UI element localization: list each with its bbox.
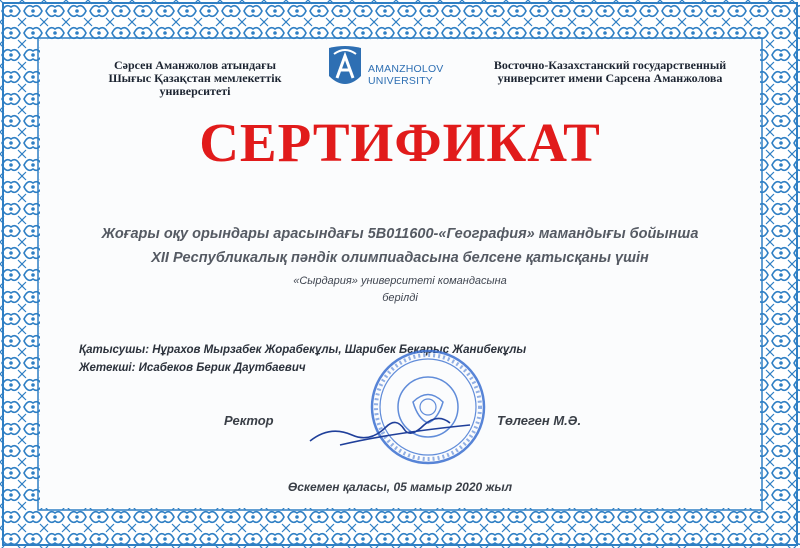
logo-line2: UNIVERSITY: [368, 75, 434, 87]
header-left: [80, 59, 310, 98]
body-line2: XII Республикалық пәндік олимпиадасына белсене қатысқаны үшін: [151, 250, 649, 266]
body-line4: берілді: [382, 292, 418, 304]
header-right-line1: Восточно-Казахстанский государственный: [493, 58, 727, 72]
certificate-title: СЕРТИФИКАТ: [199, 112, 601, 173]
header-left-line2: Шығыс Қазақстан мемлекеттік университеті: [108, 71, 282, 98]
place-date: Өскемен қаласы, 05 мамыр 2020 жыл: [287, 480, 513, 494]
signature-icon: [300, 405, 480, 451]
header-left-line1: Сәрсен Аманжолов атындағы: [114, 58, 276, 72]
header-right-line2: университет имени Сарсена Аманжолова: [497, 71, 723, 85]
logo-line1: AMANZHOLOV: [368, 63, 444, 75]
body-line3: «Сырдария» университеті командасына: [293, 275, 507, 287]
header-right: [482, 59, 738, 85]
body-line1: Жоғары оқу орындары арасындағы 5В011600-«География» мамандығы бойынша: [101, 226, 699, 242]
participants-line: Қатысушы: Нұрахов Мырзабек Жорабекұлы, Шарибек Бекарыс Жанибекұлы: [79, 344, 527, 356]
supervisor-line: Жетекші: Исабеков Берик Даутбаевич: [79, 362, 306, 374]
logo-text: [368, 63, 444, 87]
rector-name: Төлеген М.Ә.: [497, 413, 582, 428]
rector-label: Ректор: [224, 413, 274, 428]
